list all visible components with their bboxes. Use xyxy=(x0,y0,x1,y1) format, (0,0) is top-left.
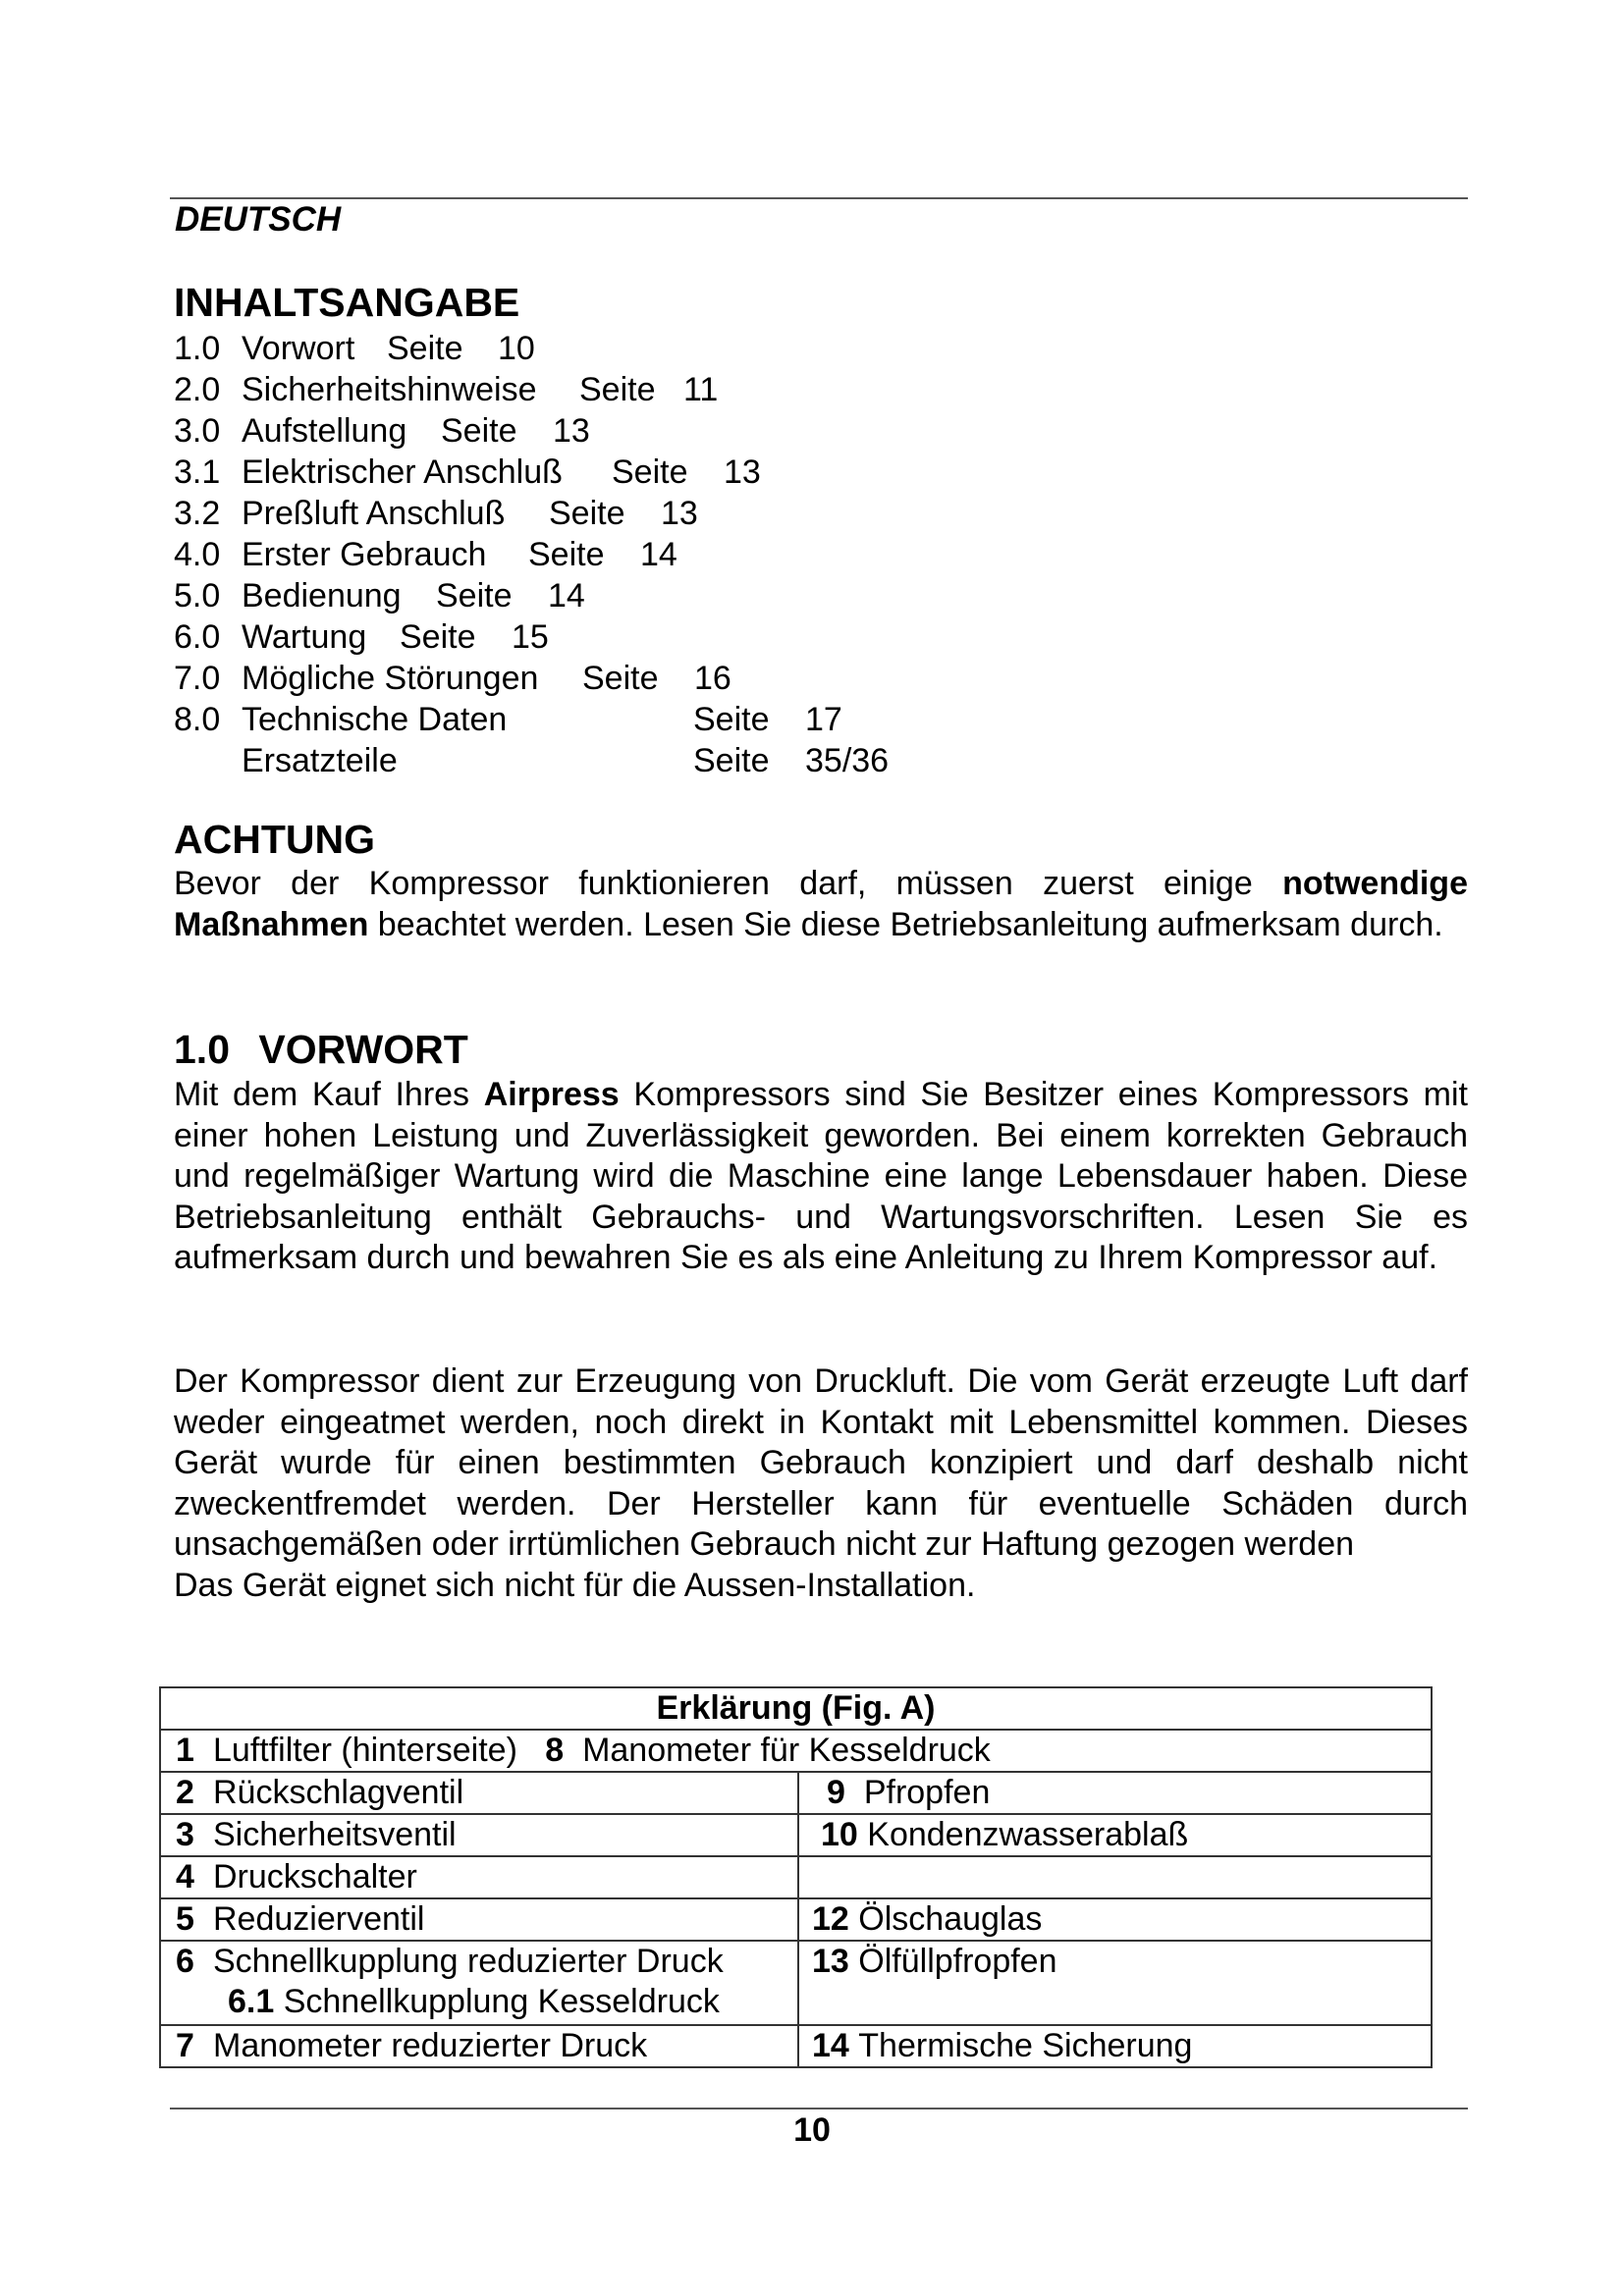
table-cell: 6 Schnellkupplung reduzierter Druck 6.1 Schnellkupplung Kesseldruck xyxy=(160,1941,798,2025)
table-row xyxy=(160,1814,1432,1856)
table-cell: 13 Ölfüllpfropfen xyxy=(798,1941,1432,2025)
table-row xyxy=(160,1856,1432,1898)
table-cell xyxy=(798,1856,1432,1898)
table-cell: 2 Rückschlagventil xyxy=(160,1772,798,1814)
table-row xyxy=(160,1730,1432,1772)
header-rule xyxy=(170,197,1468,199)
table-cell: 5 Reduzierventil xyxy=(160,1898,798,1941)
achtung-paragraph: Bevor der Kompressor funktionieren darf, müssen zuerst einige notwendige Maßnahmen beachtet werden. Lesen Sie diese Betriebsanleitung aufmerksam durch. xyxy=(174,865,1468,943)
table-row xyxy=(160,2025,1432,2067)
table-row xyxy=(160,1941,1432,2025)
table-row xyxy=(160,1772,1432,1814)
table-cell: 1 Luftfilter (hinterseite) 8 Manometer für Kesseldruck xyxy=(160,1730,1432,1772)
footer-rule xyxy=(170,2108,1468,2109)
achtung-heading: ACHTUNG xyxy=(174,817,375,862)
vorwort-heading: 1.0 VORWORT xyxy=(174,1027,468,1072)
legend-table xyxy=(159,1686,1433,2068)
vorwort-paragraph-2: Der Kompressor dient zur Erzeugung von Druckluft. Die vom Gerät erzeugte Luft darf weder eingeatmet werden, noch direkt in Kontakt mit Lebensmittel kommen. Dieses Gerät wurde für einen bestimmten Gebrauch konzipiert und darf deshalb nicht zweckentfremdet werden. Der Hersteller kann für eventuelle Schäden durch unsachgemäßen oder irrtümlichen Gebrauch nicht zur Haftung gezogen werden xyxy=(174,1362,1468,1564)
vorwort-paragraph-1: Mit dem Kauf Ihres Airpress Kompressors sind Sie Besitzer eines Kompressors mit einer hohen Leistung und Zuverlässigkeit geworden. Bei einem korrekten Gebrauch und regelmäßiger Wartung wird die Maschine eine lange Lebensdauer haben. Diese Betriebsanleitung enthält Gebrauchs- und Wartungsvorschriften. Lesen Sie es aufmerksam durch und bewahren Sie es als eine Anleitung zu Ihrem Kompressor auf. xyxy=(174,1076,1468,1277)
table-cell: 7 Manometer reduzierter Druck xyxy=(160,2025,798,2067)
table-cell: 10 Kondenzwasserablaß xyxy=(798,1814,1432,1856)
legend-title: Erklärung (Fig. A) xyxy=(160,1687,1432,1730)
table-cell: 12 Ölschauglas xyxy=(798,1898,1432,1941)
legend-header-row xyxy=(160,1687,1432,1730)
table-cell: 14 Thermische Sicherung xyxy=(798,2025,1432,2067)
table-cell: 9 Pfropfen xyxy=(798,1772,1432,1814)
language-label: DEUTSCH xyxy=(175,200,342,239)
page-number: 10 xyxy=(793,2111,831,2149)
table-cell: 3 Sicherheitsventil xyxy=(160,1814,798,1856)
toc-heading: INHALTSANGABE xyxy=(174,280,520,325)
vorwort-paragraph-3: Das Gerät eignet sich nicht für die Aussen-Installation. xyxy=(174,1567,976,1604)
table-row xyxy=(160,1898,1432,1941)
table-cell: 4 Druckschalter xyxy=(160,1856,798,1898)
